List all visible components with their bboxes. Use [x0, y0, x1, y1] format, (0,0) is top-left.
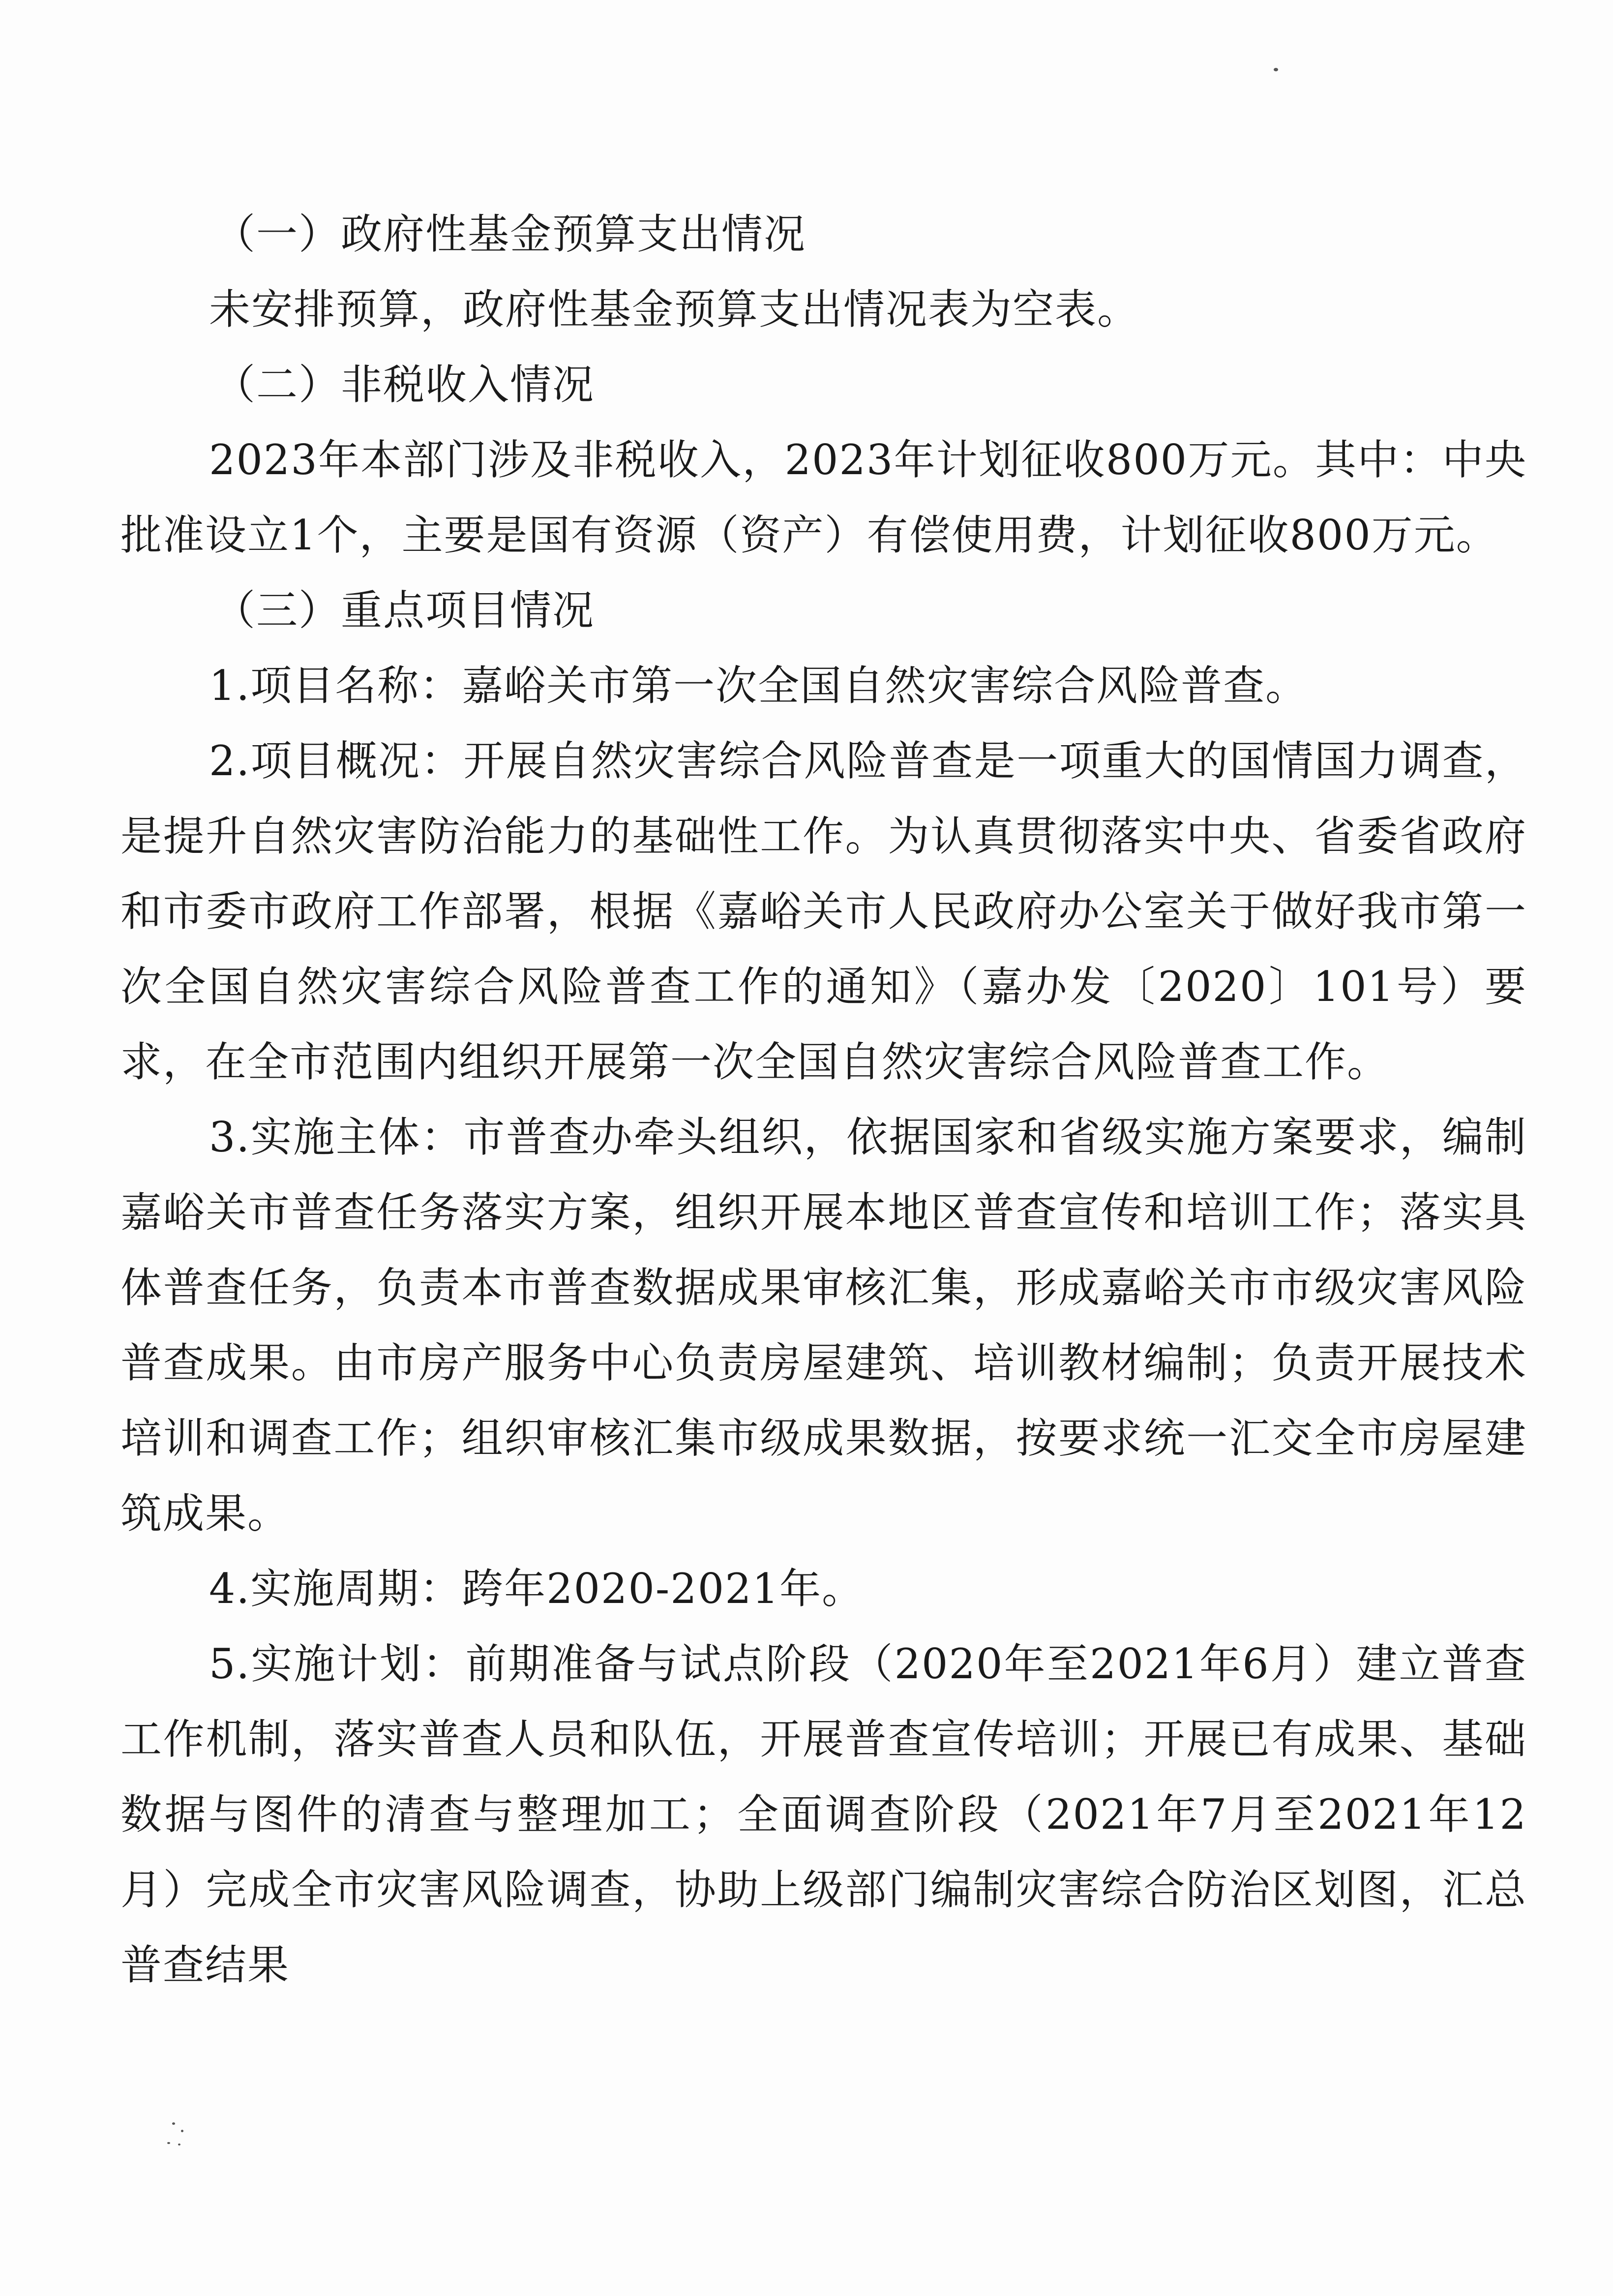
section2-heading: （二）非税收入情况 [214, 361, 595, 409]
scan-speck [181, 2130, 183, 2132]
document-body [120, 197, 1527, 2003]
scan-speck [1274, 68, 1278, 71]
scan-speck [167, 2142, 170, 2144]
item5-paragraph: 5.实施计划：前期准备与试点阶段（2020年至2021年6月）建立普查工作机制，落实普查人员和队伍，开展普查宣传培训；开展已有成果、基础数据与图件的清查与整理加工；全面调查阶段（2021年7月至2021年12月）完成全市灾害风险调查，协助上级部门编制灾害综合防治区划图，汇总普查结果 [120, 1640, 1527, 1989]
section3-heading: （三）重点项目情况 [214, 586, 595, 634]
item2-paragraph: 2.项目概况：开展自然灾害综合风险普查是一项重大的国情国力调查，是提升自然灾害防治能力的基础性工作。为认真贯彻落实中央、省委省政府和市委市政府工作部署，根据《嘉峪关市人民政府办公室关于做好我市第一次全国自然灾害综合风险普查工作的通知》（嘉办发〔2020〕101号）要求，在全市范围内组织开展第一次全国自然灾害综合风险普查工作。 [120, 737, 1527, 1086]
scan-speck [172, 2122, 175, 2125]
section1-heading: （一）政府性基金预算支出情况 [214, 210, 806, 258]
section1-paragraph: 未安排预算，政府性基金预算支出情况表为空表。 [209, 285, 1140, 333]
item1-paragraph: 1.项目名称：嘉峪关市第一次全国自然灾害综合风险普查。 [209, 662, 1308, 710]
item3-paragraph: 3.实施主体：市普查办牵头组织，依据国家和省级实施方案要求，编制嘉峪关市普查任务落实方案，组织开展本地区普查宣传和培训工作；落实具体普查任务，负责本市普查数据成果审核汇集，形成嘉峪关市市级灾害风险普查成果。由市房产服务中心负责房屋建筑、培训教材编制；负责开展技术培训和调查工作；组织审核汇集市级成果数据，按要求统一汇交全市房屋建筑成果。 [120, 1113, 1527, 1538]
section2-paragraph: 2023年本部门涉及非税收入，2023年计划征收800万元。其中：中央批准设立1个，主要是国有资源（资产）有偿使用费，计划征收800万元。 [120, 436, 1527, 559]
scan-speck [178, 2144, 180, 2145]
item4-paragraph: 4.实施周期：跨年2020-2021年。 [209, 1565, 865, 1613]
